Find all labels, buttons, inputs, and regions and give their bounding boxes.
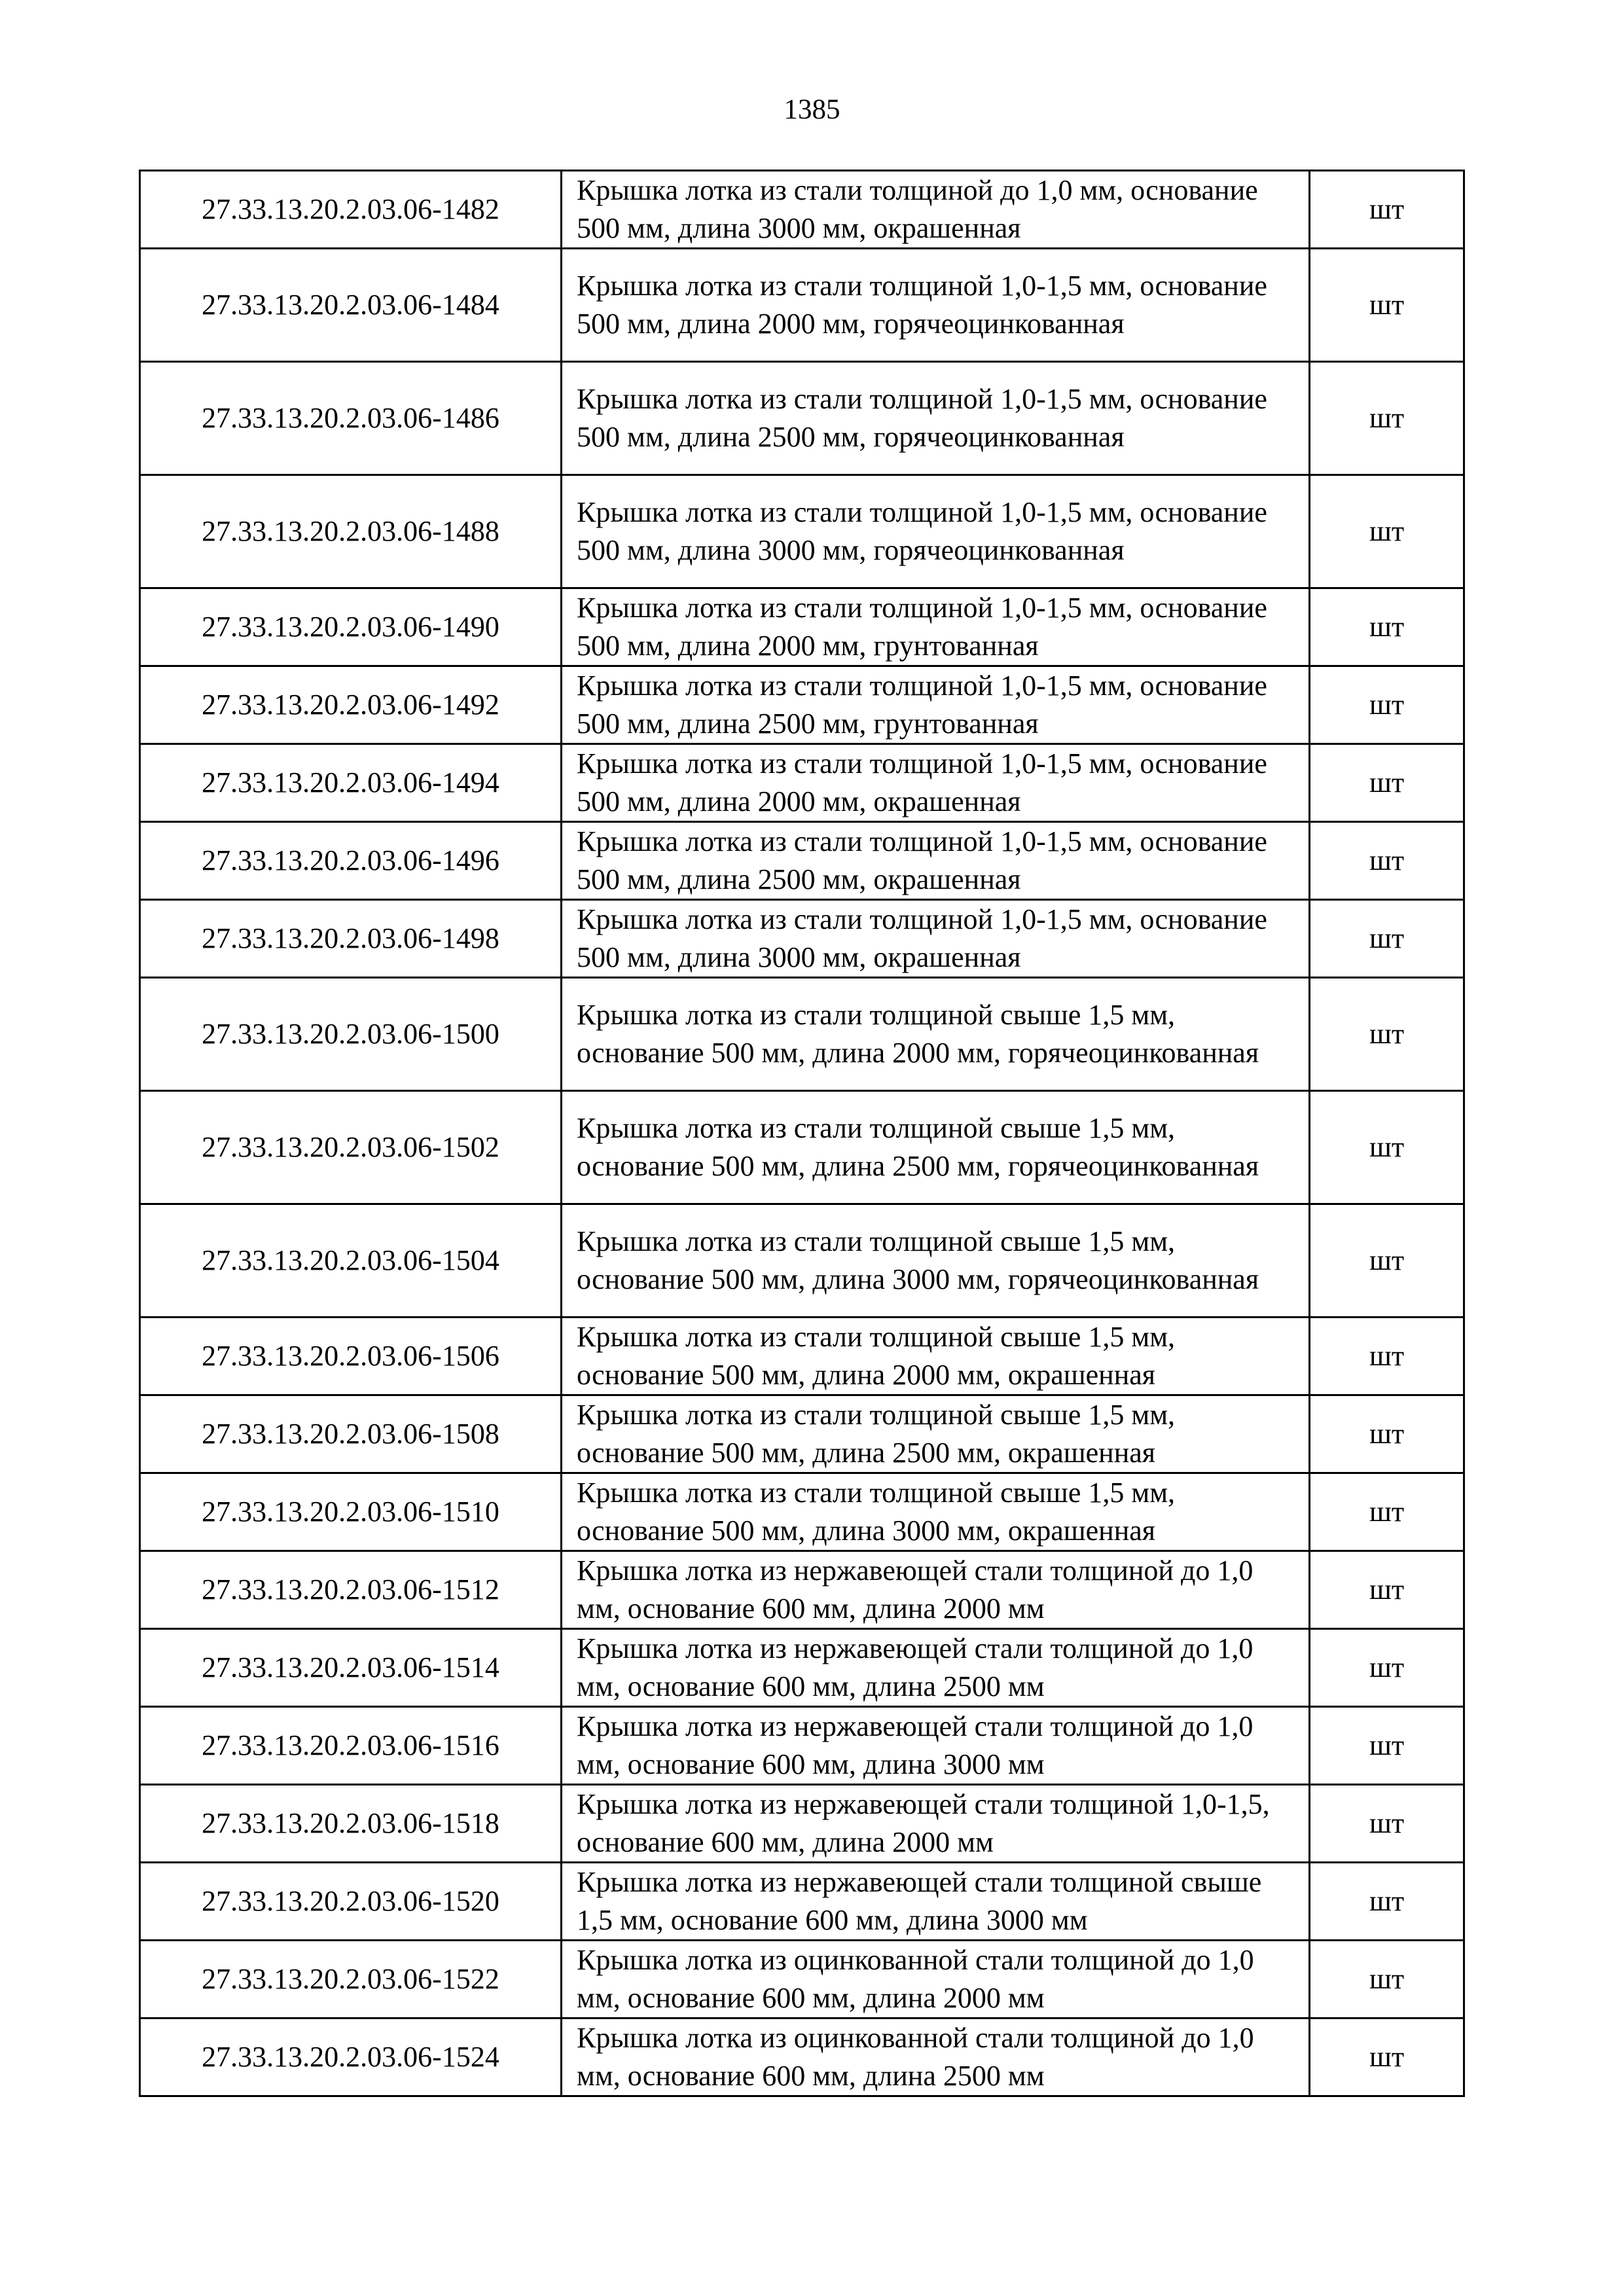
item-unit: шт <box>1310 2018 1464 2096</box>
item-code: 27.33.13.20.2.03.06-1516 <box>140 1707 562 1785</box>
table-row <box>140 978 1464 1091</box>
catalog-table-body <box>140 171 1464 2096</box>
item-unit: шт <box>1310 822 1464 900</box>
item-description: Крышка лотка из стали толщиной до 1,0 мм, основание 500 мм, длина 3000 мм, окрашенная <box>562 171 1310 249</box>
item-unit: шт <box>1310 1863 1464 1941</box>
table-row <box>140 249 1464 362</box>
item-description: Крышка лотка из стали толщиной свыше 1,5 мм, основание 500 мм, длина 3000 мм, горячеоцинкованная <box>562 1204 1310 1318</box>
item-code: 27.33.13.20.2.03.06-1494 <box>140 744 562 822</box>
item-unit: шт <box>1310 475 1464 588</box>
item-code: 27.33.13.20.2.03.06-1518 <box>140 1785 562 1863</box>
item-unit: шт <box>1310 666 1464 744</box>
item-code: 27.33.13.20.2.03.06-1504 <box>140 1204 562 1318</box>
table-row <box>140 1629 1464 1707</box>
item-code: 27.33.13.20.2.03.06-1524 <box>140 2018 562 2096</box>
item-unit: шт <box>1310 1785 1464 1863</box>
item-description: Крышка лотка из стали толщиной 1,0-1,5 мм, основание 500 мм, длина 2500 мм, окрашенная <box>562 822 1310 900</box>
item-code: 27.33.13.20.2.03.06-1508 <box>140 1395 562 1473</box>
item-code: 27.33.13.20.2.03.06-1500 <box>140 978 562 1091</box>
item-description: Крышка лотка из стали толщиной свыше 1,5 мм, основание 500 мм, длина 2500 мм, горячеоцинкованная <box>562 1091 1310 1204</box>
item-unit: шт <box>1310 588 1464 666</box>
item-unit: шт <box>1310 744 1464 822</box>
item-unit: шт <box>1310 1473 1464 1551</box>
item-unit: шт <box>1310 1551 1464 1629</box>
item-description: Крышка лотка из стали толщиной 1,0-1,5 мм, основание 500 мм, длина 2000 мм, грунтованная <box>562 588 1310 666</box>
catalog-table <box>139 170 1465 2097</box>
table-row <box>140 900 1464 978</box>
table-row <box>140 1707 1464 1785</box>
item-unit: шт <box>1310 1091 1464 1204</box>
table-row <box>140 1863 1464 1941</box>
item-code: 27.33.13.20.2.03.06-1520 <box>140 1863 562 1941</box>
item-description: Крышка лотка из стали толщиной 1,0-1,5 мм, основание 500 мм, длина 3000 мм, горячеоцинкованная <box>562 475 1310 588</box>
item-code: 27.33.13.20.2.03.06-1510 <box>140 1473 562 1551</box>
item-description: Крышка лотка из нержавеющей стали толщиной 1,0-1,5, основание 600 мм, длина 2000 мм <box>562 1785 1310 1863</box>
item-description: Крышка лотка из нержавеющей стали толщиной до 1,0 мм, основание 600 мм, длина 2000 мм <box>562 1551 1310 1629</box>
item-code: 27.33.13.20.2.03.06-1502 <box>140 1091 562 1204</box>
table-row <box>140 362 1464 475</box>
item-code: 27.33.13.20.2.03.06-1486 <box>140 362 562 475</box>
table-row <box>140 666 1464 744</box>
item-code: 27.33.13.20.2.03.06-1482 <box>140 171 562 249</box>
item-description: Крышка лотка из нержавеющей стали толщиной до 1,0 мм, основание 600 мм, длина 2500 мм <box>562 1629 1310 1707</box>
item-code: 27.33.13.20.2.03.06-1492 <box>140 666 562 744</box>
item-code: 27.33.13.20.2.03.06-1484 <box>140 249 562 362</box>
table-row <box>140 822 1464 900</box>
item-code: 27.33.13.20.2.03.06-1514 <box>140 1629 562 1707</box>
item-description: Крышка лотка из нержавеющей стали толщиной до 1,0 мм, основание 600 мм, длина 3000 мм <box>562 1707 1310 1785</box>
item-unit: шт <box>1310 1204 1464 1318</box>
table-row <box>140 1473 1464 1551</box>
item-code: 27.33.13.20.2.03.06-1512 <box>140 1551 562 1629</box>
table-row <box>140 1785 1464 1863</box>
item-description: Крышка лотка из нержавеющей стали толщиной свыше 1,5 мм, основание 600 мм, длина 3000 мм <box>562 1863 1310 1941</box>
item-description: Крышка лотка из стали толщиной 1,0-1,5 мм, основание 500 мм, длина 2500 мм, грунтованная <box>562 666 1310 744</box>
table-row <box>140 1941 1464 2018</box>
item-code: 27.33.13.20.2.03.06-1498 <box>140 900 562 978</box>
item-code: 27.33.13.20.2.03.06-1496 <box>140 822 562 900</box>
item-unit: шт <box>1310 900 1464 978</box>
item-unit: шт <box>1310 1707 1464 1785</box>
page-number: 1385 <box>784 94 840 125</box>
table-row <box>140 475 1464 588</box>
item-unit: шт <box>1310 978 1464 1091</box>
item-description: Крышка лотка из стали толщиной свыше 1,5 мм, основание 500 мм, длина 2000 мм, окрашенная <box>562 1318 1310 1395</box>
item-unit: шт <box>1310 249 1464 362</box>
item-description: Крышка лотка из стали толщиной 1,0-1,5 мм, основание 500 мм, длина 2500 мм, горячеоцинкованная <box>562 362 1310 475</box>
table-row <box>140 1091 1464 1204</box>
item-code: 27.33.13.20.2.03.06-1488 <box>140 475 562 588</box>
table-row <box>140 744 1464 822</box>
item-description: Крышка лотка из стали толщиной 1,0-1,5 мм, основание 500 мм, длина 2000 мм, горячеоцинкованная <box>562 249 1310 362</box>
item-description: Крышка лотка из стали толщиной свыше 1,5 мм, основание 500 мм, длина 3000 мм, окрашенная <box>562 1473 1310 1551</box>
item-unit: шт <box>1310 1941 1464 2018</box>
item-description: Крышка лотка из стали толщиной свыше 1,5 мм, основание 500 мм, длина 2500 мм, окрашенная <box>562 1395 1310 1473</box>
item-description: Крышка лотка из оцинкованной стали толщиной до 1,0 мм, основание 600 мм, длина 2500 мм <box>562 2018 1310 2096</box>
item-unit: шт <box>1310 171 1464 249</box>
item-unit: шт <box>1310 362 1464 475</box>
item-unit: шт <box>1310 1395 1464 1473</box>
item-code: 27.33.13.20.2.03.06-1506 <box>140 1318 562 1395</box>
item-description: Крышка лотка из оцинкованной стали толщиной до 1,0 мм, основание 600 мм, длина 2000 мм <box>562 1941 1310 2018</box>
table-row <box>140 2018 1464 2096</box>
item-description: Крышка лотка из стали толщиной свыше 1,5 мм, основание 500 мм, длина 2000 мм, горячеоцинкованная <box>562 978 1310 1091</box>
item-code: 27.33.13.20.2.03.06-1522 <box>140 1941 562 2018</box>
item-description: Крышка лотка из стали толщиной 1,0-1,5 мм, основание 500 мм, длина 2000 мм, окрашенная <box>562 744 1310 822</box>
table-row <box>140 1204 1464 1318</box>
item-unit: шт <box>1310 1629 1464 1707</box>
table-row <box>140 171 1464 249</box>
table-row <box>140 1318 1464 1395</box>
table-row <box>140 1551 1464 1629</box>
table-row <box>140 588 1464 666</box>
item-description: Крышка лотка из стали толщиной 1,0-1,5 мм, основание 500 мм, длина 3000 мм, окрашенная <box>562 900 1310 978</box>
item-code: 27.33.13.20.2.03.06-1490 <box>140 588 562 666</box>
table-row <box>140 1395 1464 1473</box>
item-unit: шт <box>1310 1318 1464 1395</box>
